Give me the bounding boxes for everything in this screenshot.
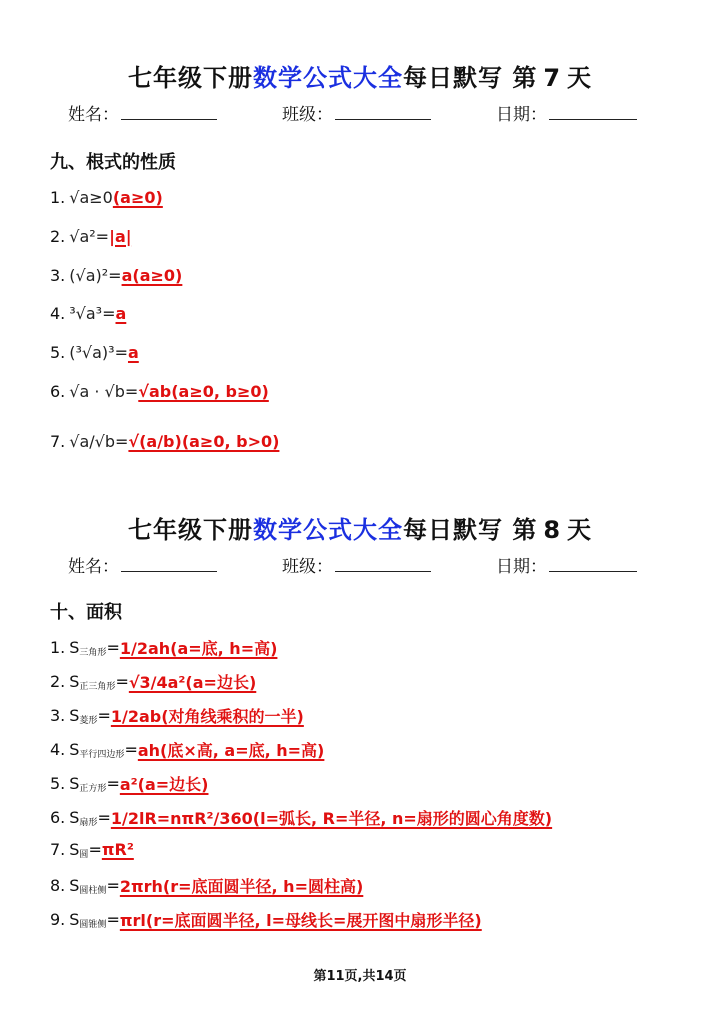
- class-label: 班级：: [282, 105, 333, 125]
- date-field[interactable]: [496, 552, 637, 577]
- item-answer: 1/2lR=nπR²/360(l=弧长, R=半径, n=扇形的圆心角度数): [110, 809, 553, 828]
- area-subscript: 圆柱侧: [79, 886, 107, 896]
- title-prefix: 七年级下册: [127, 64, 253, 92]
- item-question: √a²=: [69, 227, 110, 246]
- area-subscript: 三角形: [79, 648, 107, 658]
- area-subscript: 菱形: [79, 716, 98, 726]
- item-answer: a(a≥0): [121, 266, 183, 285]
- item-number: 3.: [50, 266, 66, 285]
- area-subscript: 平行四边形: [79, 750, 125, 760]
- item-number: 1.: [50, 638, 66, 657]
- item-question: (√a)²=: [69, 266, 122, 285]
- area-subscript: 扇形: [79, 818, 98, 828]
- item-answer: 2πrh(r=底面圆半径, h=圆柱高): [119, 877, 364, 896]
- page-title-day7: [0, 58, 720, 93]
- item-number: 9.: [50, 910, 66, 929]
- day-number: 8: [543, 516, 562, 544]
- item-number: 5.: [50, 774, 66, 793]
- area-symbol: S: [69, 910, 80, 929]
- equals-sign: =: [106, 774, 120, 793]
- item-number: 3.: [50, 706, 66, 725]
- item-number: 4.: [50, 740, 66, 759]
- list-item: [50, 188, 163, 207]
- page-title-day8: [0, 510, 720, 545]
- item-number: 6.: [50, 808, 66, 827]
- title-suffix: 每日默写 第: [402, 64, 538, 92]
- equals-sign: =: [97, 706, 111, 725]
- name-label: 姓名：: [68, 105, 119, 125]
- name-label: 姓名：: [68, 557, 119, 577]
- item-answer: √(a/b)(a≥0, b>0): [128, 432, 280, 451]
- item-number: 1.: [50, 188, 66, 207]
- item-number: 6.: [50, 382, 66, 401]
- date-label: 日期：: [496, 557, 547, 577]
- date-field[interactable]: [496, 100, 637, 125]
- class-label: 班级：: [282, 557, 333, 577]
- list-item: [50, 304, 126, 323]
- name-blank[interactable]: [121, 101, 217, 120]
- area-symbol: S: [69, 840, 80, 859]
- item-answer: |a|: [109, 227, 132, 246]
- equals-sign: =: [97, 808, 111, 827]
- area-symbol: S: [69, 638, 80, 657]
- list-item: [50, 840, 134, 859]
- equals-sign: =: [124, 740, 138, 759]
- area-subscript: 正三角形: [79, 682, 116, 692]
- item-answer: 1/2ah(a=底, h=高): [119, 639, 278, 658]
- list-item: [50, 636, 277, 659]
- date-blank[interactable]: [549, 101, 637, 120]
- list-item: [50, 772, 208, 795]
- item-answer: a: [127, 343, 139, 362]
- list-item: [50, 874, 363, 897]
- item-question: (³√a)³=: [69, 343, 128, 362]
- area-symbol: S: [69, 672, 80, 691]
- list-item: [50, 382, 269, 401]
- item-number: 2.: [50, 227, 66, 246]
- title-highlight: 数学公式大全: [252, 516, 403, 544]
- class-field[interactable]: [282, 552, 431, 577]
- section-heading-day8: 十、面积: [50, 602, 122, 623]
- item-answer: ah(底×高, a=底, h=高): [137, 741, 325, 760]
- item-question: √a≥0: [69, 188, 113, 207]
- area-symbol: S: [69, 740, 80, 759]
- class-field[interactable]: [282, 100, 431, 125]
- day-word: 天: [567, 64, 593, 92]
- title-suffix: 每日默写 第: [402, 516, 538, 544]
- item-number: 7.: [50, 432, 66, 451]
- area-subscript: 圆锥侧: [79, 920, 107, 930]
- section-heading-day7: 九、根式的性质: [50, 152, 176, 173]
- item-question: √a · √b=: [69, 382, 139, 401]
- item-answer: a²(a=边长): [119, 775, 209, 794]
- equals-sign: =: [115, 672, 129, 691]
- class-blank[interactable]: [335, 553, 431, 572]
- item-number: 5.: [50, 343, 66, 362]
- name-field[interactable]: [68, 552, 217, 577]
- list-item: [50, 806, 552, 829]
- page-footer: 第11页,共14页: [313, 969, 407, 984]
- item-answer: √ab(a≥0, b≥0): [138, 382, 269, 401]
- item-question: √a/√b=: [69, 432, 129, 451]
- day-word: 天: [567, 516, 593, 544]
- item-question: ³√a³=: [69, 304, 116, 323]
- list-item: [50, 704, 304, 727]
- class-blank[interactable]: [335, 101, 431, 120]
- item-number: 7.: [50, 840, 66, 859]
- item-number: 4.: [50, 304, 66, 323]
- date-label: 日期：: [496, 105, 547, 125]
- item-answer: πrl(r=底面圆半径, l=母线长=展开图中扇形半径): [119, 911, 482, 930]
- item-number: 2.: [50, 672, 66, 691]
- item-answer: πR²: [101, 840, 134, 859]
- list-item: [50, 738, 324, 761]
- area-symbol: S: [69, 706, 80, 725]
- equals-sign: =: [88, 840, 102, 859]
- item-number: 8.: [50, 876, 66, 895]
- equals-sign: =: [106, 910, 120, 929]
- equals-sign: =: [106, 638, 120, 657]
- name-field[interactable]: [68, 100, 217, 125]
- title-prefix: 七年级下册: [127, 516, 253, 544]
- name-blank[interactable]: [121, 553, 217, 572]
- equals-sign: =: [106, 876, 120, 895]
- area-subscript: 圆: [79, 850, 89, 860]
- item-answer: a: [115, 304, 127, 323]
- item-answer: √3/4a²(a=边长): [128, 673, 257, 692]
- area-symbol: S: [69, 876, 80, 895]
- list-item: [50, 908, 482, 931]
- list-item: [50, 670, 256, 693]
- date-blank[interactable]: [549, 553, 637, 572]
- list-item: [50, 227, 132, 246]
- area-symbol: S: [69, 774, 80, 793]
- list-item: [50, 343, 139, 362]
- item-answer: (a≥0): [112, 188, 163, 207]
- title-highlight: 数学公式大全: [252, 64, 403, 92]
- area-subscript: 正方形: [79, 784, 107, 794]
- area-symbol: S: [69, 808, 80, 827]
- list-item: [50, 432, 279, 451]
- item-answer: 1/2ab(对角线乘积的一半): [110, 707, 304, 726]
- list-item: [50, 266, 182, 285]
- day-number: 7: [543, 64, 562, 92]
